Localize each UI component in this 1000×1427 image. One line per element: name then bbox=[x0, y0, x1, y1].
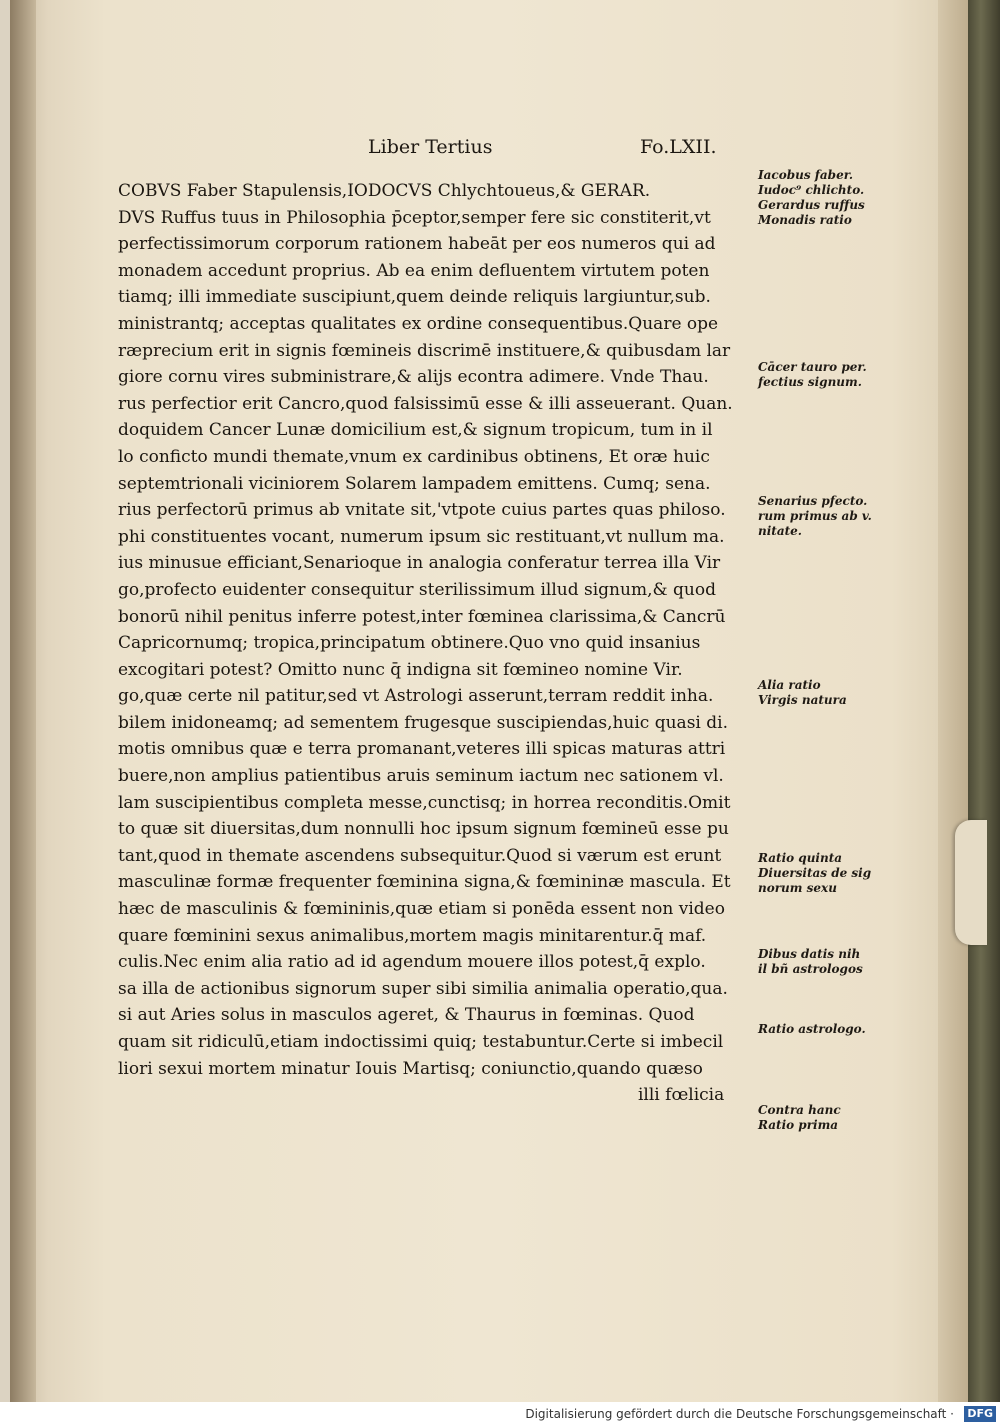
margin-note bbox=[758, 1103, 958, 1133]
text-line: bilem inidoneamq; ad sementem frugesque suscipiendas,huic quasi di. bbox=[118, 712, 728, 733]
text-line: bonorū nihil penitus inferre potest,inter fœminea clarissima,& Cancrū bbox=[118, 606, 726, 627]
margin-note bbox=[758, 1022, 958, 1037]
dfg-logo: DFG bbox=[964, 1406, 996, 1422]
margin-note-line: il bñ astrologos bbox=[758, 962, 863, 976]
text-line: monadem accedunt proprius. Ab ea enim defluentem virtutem poten bbox=[118, 260, 710, 281]
text-line: Capricornumq; tropica,principatum obtinere.Quo vno quid insanius bbox=[118, 633, 701, 654]
running-title: Liber Tertius bbox=[368, 136, 493, 158]
main-text-block bbox=[118, 178, 738, 1109]
text-line: hæc de masculinis & fœmininis,quæ etiam si ponēda essent non video bbox=[118, 899, 725, 920]
text-line: ius minusue efficiant,Senarioque in analogia conferatur terrea illa Vir bbox=[118, 553, 721, 574]
margin-note bbox=[758, 851, 958, 896]
text-line: masculinæ formæ frequenter fœminina signa,& fœmininæ mascula. Et bbox=[118, 872, 731, 893]
margin-note-line: Iacobus faber. bbox=[758, 168, 854, 182]
margin-note bbox=[758, 678, 958, 708]
page-header bbox=[0, 132, 1000, 172]
margin-note-line: Ratio prima bbox=[758, 1118, 839, 1132]
margin-note-line: Diuersitas de sig bbox=[758, 866, 872, 880]
digitization-footer bbox=[0, 1402, 1000, 1427]
margin-note-line: Cācer tauro per. bbox=[758, 360, 867, 374]
margin-note-line: Ratio quinta bbox=[758, 851, 843, 865]
page-tab bbox=[955, 820, 987, 945]
margin-note bbox=[758, 494, 958, 539]
margin-note-line: Contra hanc bbox=[758, 1103, 841, 1117]
text-line: culis.Nec enim alia ratio ad id agendum mouere illos potest,q̄ explo. bbox=[118, 952, 706, 973]
margin-note-line: Senarius pfecto. bbox=[758, 494, 868, 508]
margin-note-line: Monadis ratio bbox=[758, 213, 852, 227]
margin-note-line: Alia ratio bbox=[758, 678, 821, 692]
text-line: doquidem Cancer Lunæ domicilium est,& signum tropicum, tum in il bbox=[118, 420, 713, 441]
text-line: to quæ sit diuersitas,dum nonnulli hoc ipsum signum fœmineū esse pu bbox=[118, 819, 729, 840]
margin-note bbox=[758, 360, 958, 390]
text-line: quam sit ridiculū,etiam indoctissimi quiq; testabuntur.Certe si imbecil bbox=[118, 1032, 724, 1052]
text-line: go,profecto euidenter consequitur sterilissimum illud signum,& quod bbox=[118, 579, 716, 600]
text-line: septemtrionali viciniorem Solarem lampadem emittens. Cumq; sena. bbox=[118, 473, 711, 494]
margin-note bbox=[758, 947, 958, 977]
text-line: giore cornu vires subministrare,& alijs econtra adimere. Vnde Thau. bbox=[118, 367, 709, 388]
text-line: illi fœlicia bbox=[638, 1085, 725, 1106]
text-line: perfectissimorum corporum rationem habeāt per eos numeros qui ad bbox=[118, 234, 716, 255]
text-line: ministrantq; acceptas qualitates ex ordine consequentibus.Quare ope bbox=[118, 313, 719, 334]
text-line: tant,quod in themate ascendens subsequitur.Quod si værum est erunt bbox=[118, 845, 722, 866]
text-line: lo conficto mundi themate,vnum ex cardinibus obtinens, Et oræ huic bbox=[118, 446, 710, 467]
text-line: tiamq; illi immediate suscipiunt,quem deinde reliquis largiuntur,sub. bbox=[118, 287, 711, 308]
text-line: ræprecium erit in signis fœmineis discrimē instituere,& quibusdam lar bbox=[118, 340, 731, 361]
margin-note-line: nitate. bbox=[758, 524, 802, 538]
text-line: excogitari potest? Omitto nunc q̄ indigna sit fœmineo nomine Vir. bbox=[118, 659, 683, 680]
book-cover-edge bbox=[968, 0, 1000, 1402]
margin-note-line: fectius signum. bbox=[758, 375, 862, 389]
text-line: quare fœminini sexus animalibus,mortem magis minitarentur.q̄ maf. bbox=[118, 925, 707, 946]
text-line: si aut Aries solus in masculos ageret, & Thaurus in fœminas. Quod bbox=[118, 1005, 695, 1026]
margin-note-line: Dibus datis nih bbox=[758, 947, 861, 961]
text-line: motis omnibus quæ e terra promanant,veteres illi spicas maturas attri bbox=[118, 739, 726, 760]
margin-note-line: rum primus ab v. bbox=[758, 509, 872, 523]
text-line: COBVS Faber Stapulensis,IODOCVS Chlychtoueus,& GERAR. bbox=[118, 181, 651, 201]
text-line: phi constituentes vocant, numerum ipsum sic restituant,vt nullum ma. bbox=[118, 526, 725, 547]
text-line: rus perfectior erit Cancro,quod falsissimū esse & illi asseuerant. Quan. bbox=[118, 393, 733, 414]
text-line: lam suscipientibus completa messe,cunctisq; in horrea reconditis.Omit bbox=[118, 792, 731, 813]
margin-note-line: Virgis natura bbox=[758, 693, 847, 707]
margin-note-line: Iudoc⁹ chlichto. bbox=[758, 183, 865, 197]
folio-number: Fo.LXII. bbox=[640, 136, 717, 158]
text-line: liori sexui mortem minatur Iouis Martisq; coniunctio,quando quæso bbox=[118, 1058, 703, 1079]
text-line: rius perfectorū primus ab vnitate sit,'vtpote cuius partes quas philoso. bbox=[118, 500, 726, 521]
funding-credit: Digitalisierung gefördert durch die Deutsche Forschungsgemeinschaft · bbox=[525, 1407, 954, 1421]
page-gutter bbox=[10, 0, 36, 1402]
margin-note bbox=[758, 168, 958, 228]
text-line: go,quæ certe nil patitur,sed vt Astrologi asserunt,terram reddit inha. bbox=[118, 686, 714, 707]
text-line: sa illa de actionibus signorum super sibi similia animalia operatio,qua. bbox=[118, 978, 728, 999]
margin-note-line: Ratio astrologo. bbox=[758, 1022, 866, 1036]
text-line: buere,non amplius patientibus aruis seminum iactum nec sationem vl. bbox=[118, 766, 724, 787]
margin-note-line: norum sexu bbox=[758, 881, 837, 895]
margin-note-line: Gerardus ruffus bbox=[758, 198, 865, 212]
text-line: DVS Ruffus tuus in Philosophia p̄ceptor,semper fere sic constiterit,vt bbox=[118, 207, 711, 228]
